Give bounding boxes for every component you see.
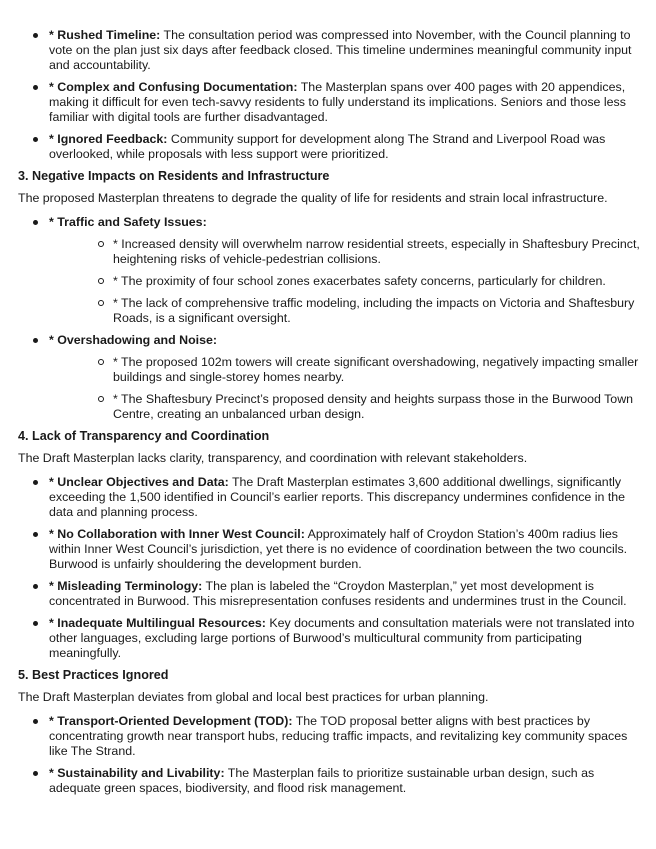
impacts-list <box>18 215 642 422</box>
list-item <box>18 80 642 125</box>
bullet-text: The plan is labeled the “Croydon Masterplan,” yet most development is concentrated in Burwood. This misrepresentation confuses residents and undermines trust in the Council. <box>49 579 627 608</box>
sub-list <box>49 355 642 422</box>
bullet-text: Approximately half of Croydon Station’s 400m radius lies within Inner West Council’s jurisdiction, yet there is no evidence of coordination between the two councils. Burwood is unfairly shouldering the development burden. <box>49 527 628 571</box>
list-item <box>18 579 642 609</box>
sub-list-item: * The proximity of four school zones exacerbates safety concerns, particularly for children. <box>49 274 642 289</box>
section-intro: The Draft Masterplan lacks clarity, transparency, and coordination with relevant stakeholders. <box>18 451 528 465</box>
bullet-text: The consultation period was compressed into November, with the Council planning to vote on the plan just six days after feedback closed. This timeline undermines meaningful community input and accountability. <box>49 28 632 72</box>
bullet-label: * Sustainability and Livability: <box>49 766 225 780</box>
bullet-text: The Draft Masterplan estimates 3,600 additional dwellings, significantly exceeding the 1,500 identified in Council’s earlier reports. This discrepancy undermines confidence in the data and planning process. <box>49 475 626 519</box>
list-item <box>18 333 642 422</box>
transparency-list <box>18 475 642 661</box>
bullet-label: * No Collaboration with Inner West Council: <box>49 527 305 541</box>
bullet-text: The Masterplan spans over 400 pages with 20 appendices, making it difficult for even tech-savvy residents to fully understand its implications. Seniors and those less familiar with digital tools are further disadvantaged. <box>49 80 626 124</box>
bullet-label: * Transport-Oriented Development (TOD): <box>49 714 293 728</box>
list-item <box>18 714 642 759</box>
list-item <box>18 766 642 796</box>
section-intro: The proposed Masterplan threatens to degrade the quality of life for residents and strain local infrastructure. <box>18 191 608 205</box>
bullet-text: The Masterplan fails to prioritize sustainable urban design, such as adequate green spaces, biodiversity, and flood risk management. <box>49 766 595 795</box>
bullet-label: * Inadequate Multilingual Resources: <box>49 616 266 630</box>
consultation-issues-list <box>18 28 642 162</box>
sub-list-item: * The proposed 102m towers will create significant overshadowing, negatively impacting smaller buildings and single-storey homes nearby. <box>49 355 642 385</box>
list-item <box>18 616 642 661</box>
section-heading: 5. Best Practices Ignored <box>18 668 169 682</box>
list-item <box>18 28 642 73</box>
bullet-text: Key documents and consultation materials were not translated into other languages, excluding large portions of Burwood’s multicultural community from participating meaningfully. <box>49 616 635 660</box>
bullet-label: * Complex and Confusing Documentation: <box>49 80 298 94</box>
section-heading: 3. Negative Impacts on Residents and Infrastructure <box>18 169 330 183</box>
bullet-label: * Unclear Objectives and Data: <box>49 475 229 489</box>
best-practices-list <box>18 714 642 796</box>
sub-list-item: * The lack of comprehensive traffic modeling, including the impacts on Victoria and Shaftesbury Roads, is a significant oversight. <box>49 296 642 326</box>
bullet-label: * Overshadowing and Noise: <box>49 333 217 347</box>
sub-list-item: * Increased density will overwhelm narrow residential streets, especially in Shaftesbury Precinct, heightening risks of vehicle-pedestrian collisions. <box>49 237 642 267</box>
bullet-label: * Misleading Terminology: <box>49 579 203 593</box>
bullet-label: * Rushed Timeline: <box>49 28 161 42</box>
bullet-text: Community support for development along The Strand and Liverpool Road was overlooked, while proposals with less support were prioritized. <box>49 132 606 161</box>
sub-list-item: * The Shaftesbury Precinct’s proposed density and heights surpass those in the Burwood Town Centre, creating an unbalanced urban design. <box>49 392 642 422</box>
list-item <box>18 215 642 326</box>
list-item <box>18 475 642 520</box>
list-item <box>18 132 642 162</box>
section-intro: The Draft Masterplan deviates from global and local best practices for urban planning. <box>18 690 489 704</box>
section-heading: 4. Lack of Transparency and Coordination <box>18 429 270 443</box>
bullet-text: The TOD proposal better aligns with best practices by concentrating growth near transport hubs, reducing traffic impacts, and revitalizing key community spaces like The Strand. <box>49 714 628 758</box>
sub-list <box>49 237 642 326</box>
list-item <box>18 527 642 572</box>
bullet-label: * Traffic and Safety Issues: <box>49 215 207 229</box>
bullet-label: * Ignored Feedback: <box>49 132 168 146</box>
